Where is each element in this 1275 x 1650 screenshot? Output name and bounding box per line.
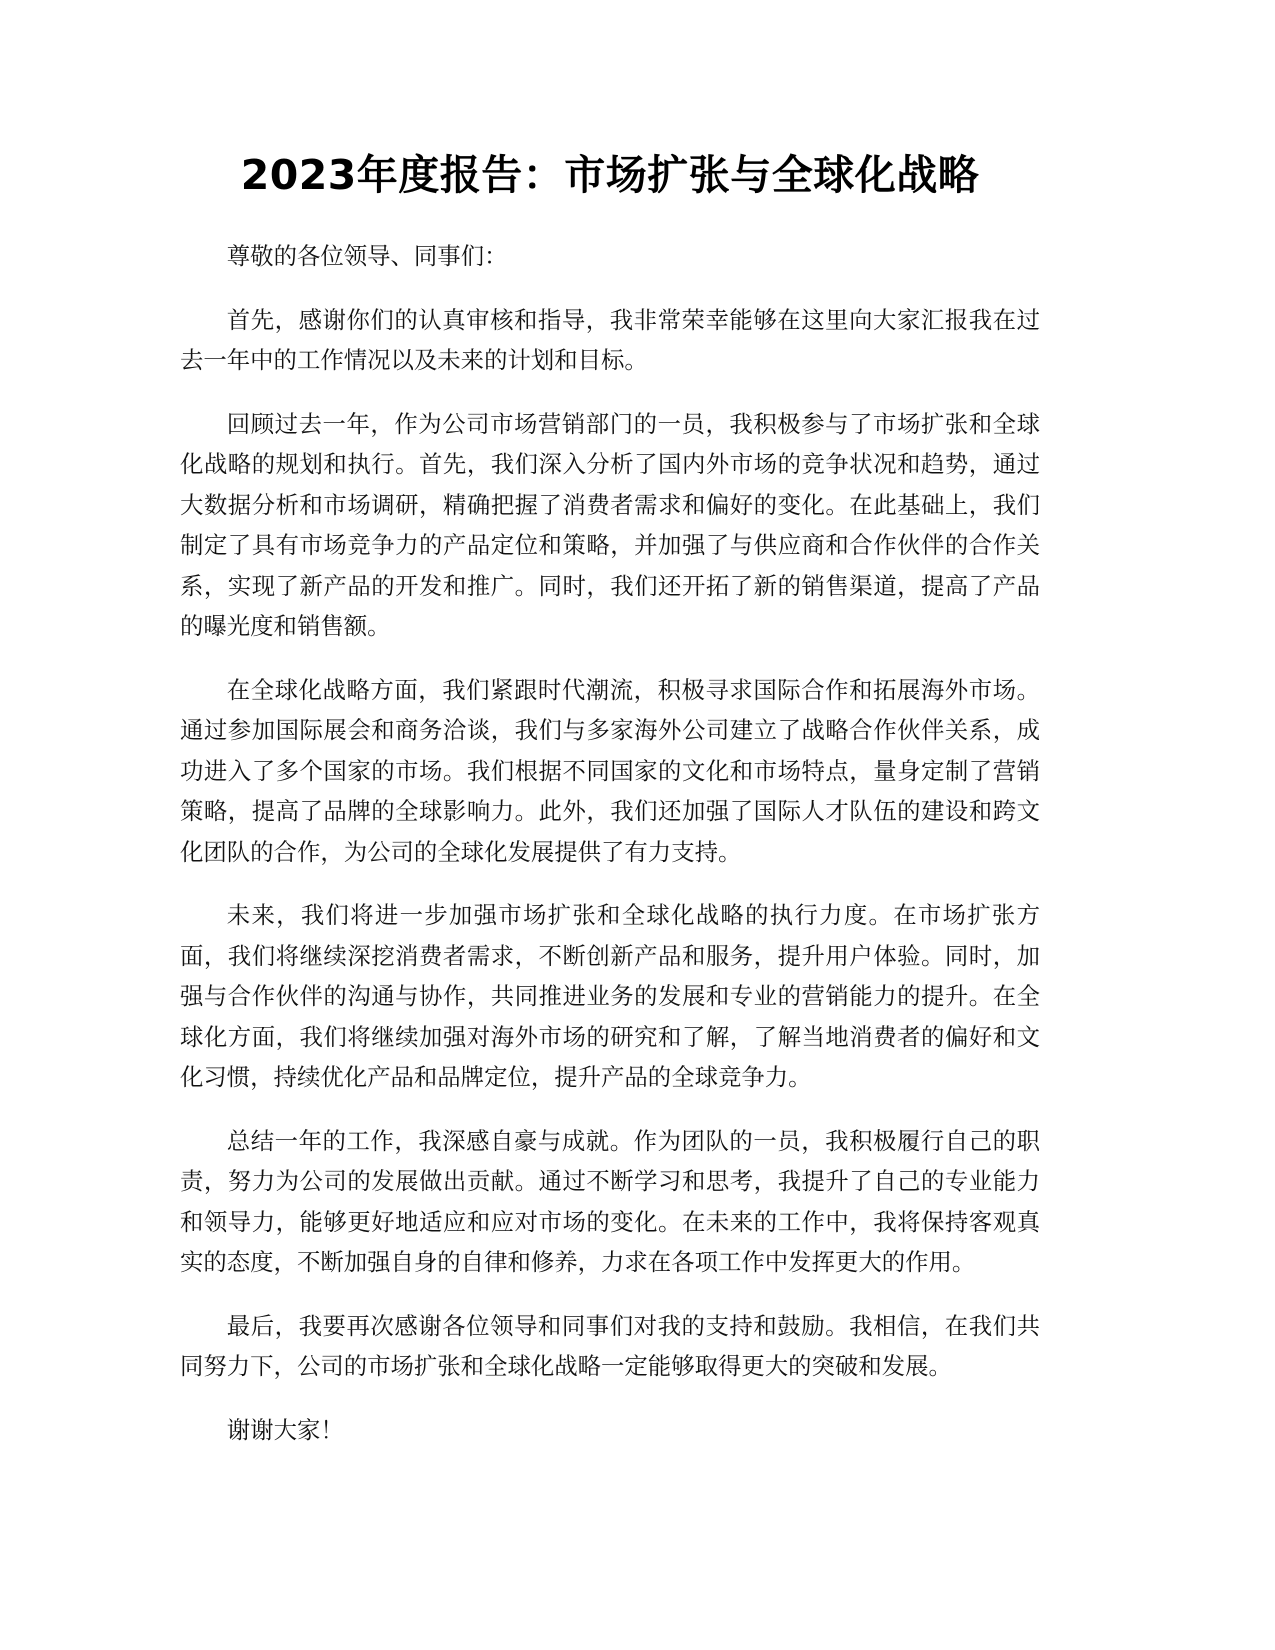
salutation: 尊敬的各位领导、同事们： xyxy=(226,242,508,270)
paragraph-future: 未来，我们将进一步加强市场扩张和全球化战略的执行力度。在市场扩张方面，我们将继续深挖消费者需求，不断创新产品和服务，提升用户体验。同时，加强与合作伙伴的沟通与协作，共同推进业务的发展和专业的营销能力的提升。在全球化方面，我们将继续加强对海外市场的研究和了解，了解当地消费者的偏好和文化习惯，持续优化产品和品牌定位，提升产品的全球竞争力。 xyxy=(180,901,1040,1091)
paragraph-review: 回顾过去一年，作为公司市场营销部门的一员，我积极参与了市场扩张和全球化战略的规划和执行。首先，我们深入分析了国内外市场的竞争状况和趋势，通过大数据分析和市场调研，精确把握了消费者需求和偏好的变化。在此基础上，我们制定了具有市场竞争力的产品定位和策略，并加强了与供应商和合作伙伴的合作关系，实现了新产品的开发和推广。同时，我们还开拓了新的销售渠道，提高了产品的曝光度和销售额。 xyxy=(180,409,1040,640)
closing: 谢谢大家！ xyxy=(226,1415,344,1444)
paragraph-intro: 首先，感谢你们的认真审核和指导，我非常荣幸能够在这里向大家汇报我在过去一年中的工作情况以及未来的计划和目标。 xyxy=(180,305,1040,374)
paragraph-thanks: 最后，我要再次感谢各位领导和同事们对我的支持和鼓励。我相信，在我们共同努力下，公司的市场扩张和全球化战略一定能够取得更大的突破和发展。 xyxy=(180,1311,1040,1380)
paragraph-summary: 总结一年的工作，我深感自豪与成就。作为团队的一员，我积极履行自己的职责，努力为公司的发展做出贡献。通过不断学习和思考，我提升了自己的专业能力和领导力，能够更好地适应和应对市场的变化。在未来的工作中，我将保持客观真实的态度，不断加强自身的自律和修养，力求在各项工作中发挥更大的作用。 xyxy=(180,1126,1040,1276)
document-page xyxy=(180,140,1040,1473)
paragraph-globalization: 在全球化战略方面，我们紧跟时代潮流，积极寻求国际合作和拓展海外市场。通过参加国际展会和商务洽谈，我们与多家海外公司建立了战略合作伙伴关系，成功进入了多个国家的市场。我们根据不同国家的文化和市场特点，量身定制了营销策略，提高了品牌的全球影响力。此外，我们还加强了国际人才队伍的建设和跨文化团队的合作，为公司的全球化发展提供了有力支持。 xyxy=(180,675,1040,866)
document-title: 2023年度报告：市场扩张与全球化战略 xyxy=(240,151,980,199)
document-body xyxy=(180,236,1040,1450)
